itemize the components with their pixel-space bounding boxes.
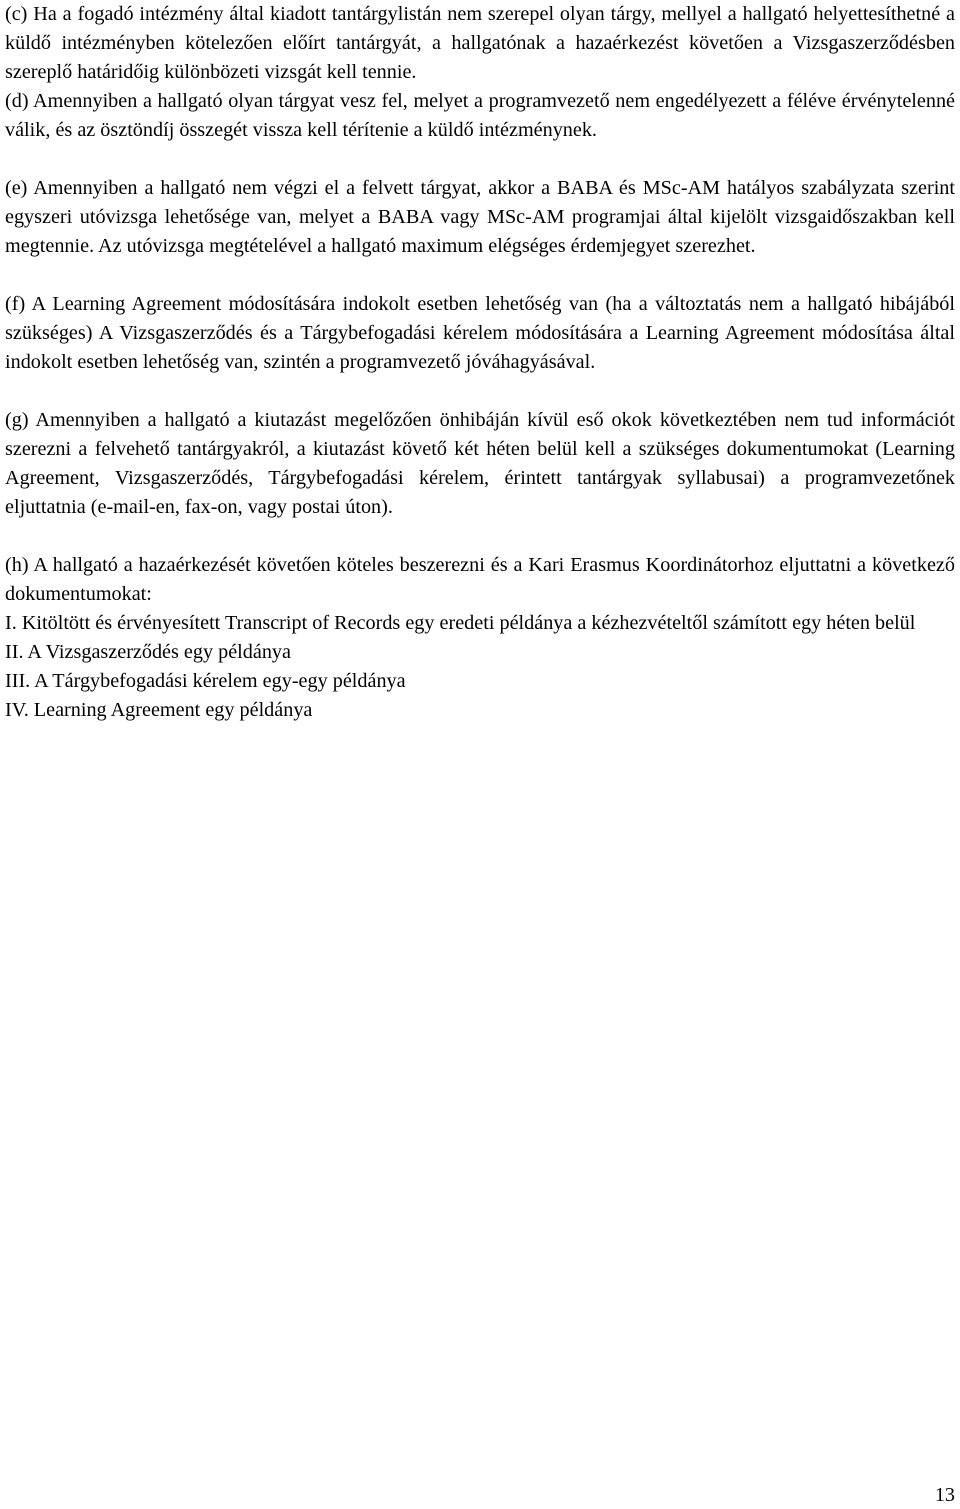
paragraph-spacer <box>5 261 955 290</box>
list-item: IV. Learning Agreement egy példánya <box>5 699 313 721</box>
paragraph-spacer <box>5 522 955 551</box>
list-item: III. A Tárgybefogadási kérelem egy-egy példánya <box>5 670 406 692</box>
list-item: II. A Vizsgaszerződés egy példánya <box>5 641 291 663</box>
paragraph-f: (f) A Learning Agreement módosítására indokolt esetben lehetőség van (ha a változtatás nem a hallgató hibájából szükséges) A Vizsgaszerződés és a Tárgybefogadási kérelem módosítására a Learning Agreement módosítása által indokolt esetben lehetőség van, szintén a programvezető jóváhagyásával. <box>5 293 955 373</box>
paragraph-spacer <box>5 145 955 174</box>
paragraph-g: (g) Amennyiben a hallgató a kiutazást megelőzően önhibáján kívül eső okok következtében nem tud információt szerezni a felvehető tantárgyakról, a kiutazást követő két héten belül kell a szükséges dokumentumokat (Learning Agreement, Vizsgaszerződés, Tárgybefogadási kérelem, érintett tantárgyak syllabusai) a programvezetőnek eljuttatnia (e-mail-en, fax-on, vagy postai úton). <box>5 409 955 518</box>
document-page <box>5 0 955 725</box>
page-number: 13 <box>934 1484 955 1506</box>
paragraph-d: (d) Amennyiben a hallgató olyan tárgyat vesz fel, melyet a programvezető nem engedélyezett a féléve érvénytelenné válik, és az ösztöndíj összegét vissza kell térítenie a küldő intézménynek. <box>5 90 955 141</box>
paragraph-c: (c) Ha a fogadó intézmény által kiadott tantárgylistán nem szerepel olyan tárgy, mellyel a hallgató helyettesíthetné a küldő intézményben kötelezően előírt tantárgyát, a hallgatónak a hazaérkezést követően a Vizsgaszerződésben szereplő határidőig különbözeti vizsgát kell tennie. <box>5 3 955 83</box>
paragraph-h: (h) A hallgató a hazaérkezését követően köteles beszerezni és a Kari Erasmus Koordinátorhoz eljuttatni a következő dokumentumokat: <box>5 554 955 605</box>
document-list <box>5 609 955 725</box>
paragraph-spacer <box>5 377 955 406</box>
paragraph-e: (e) Amennyiben a hallgató nem végzi el a felvett tárgyat, akkor a BABA és MSc-AM hatályos szabályzata szerint egyszeri utóvizsga lehetősége van, melyet a BABA vagy MSc-AM programjai által kijelölt vizsgaidőszakban kell megtennie. Az utóvizsga megtételével a hallgató maximum elégséges érdemjegyet szerezhet. <box>5 177 955 257</box>
list-item: I. Kitöltött és érvényesített Transcript of Records egy eredeti példánya a kézhezvételtől számított egy héten belül <box>5 612 916 634</box>
